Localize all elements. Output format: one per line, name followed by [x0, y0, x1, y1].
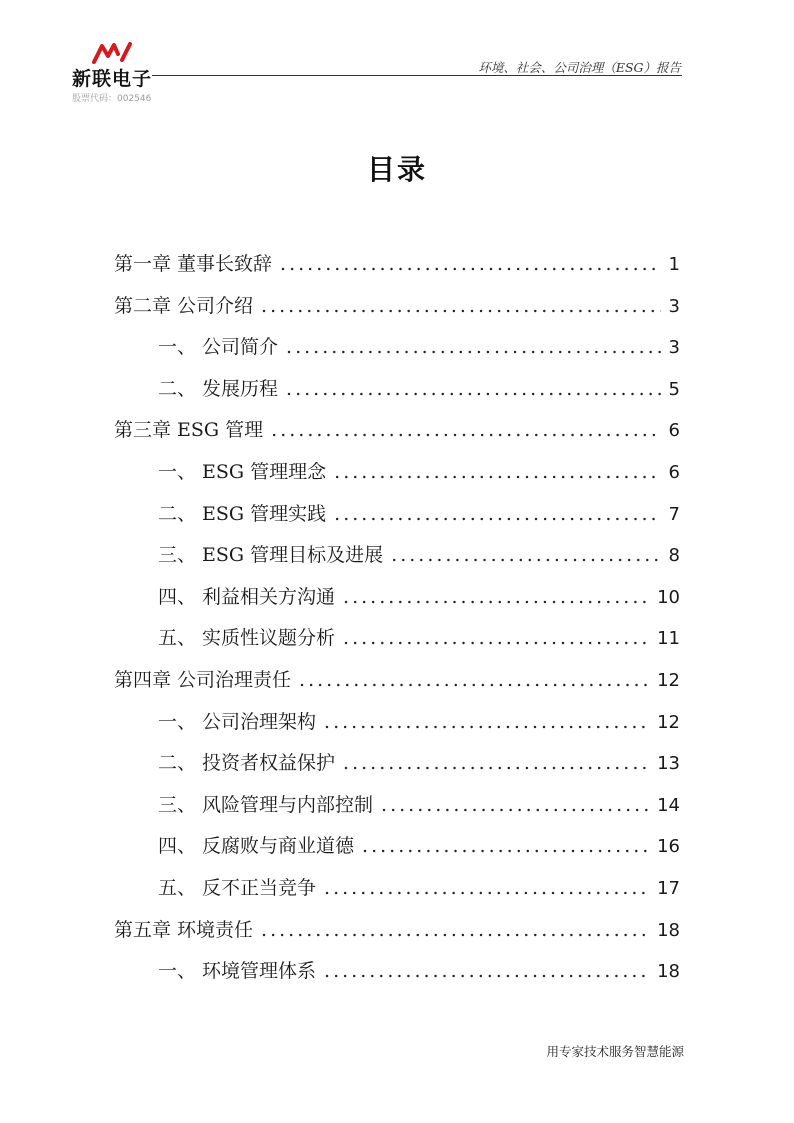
toc-entry-label: 第五章 环境责任	[114, 918, 254, 941]
page-header	[0, 0, 794, 110]
toc-page-number: 8	[668, 545, 680, 567]
toc-entry-label: 一、 环境管理体系	[158, 960, 317, 983]
toc-entry-label: 第四章 公司治理责任	[114, 668, 292, 691]
toc-page-number: 7	[668, 503, 680, 525]
dot-leader	[334, 494, 660, 536]
table-of-contents	[114, 244, 680, 993]
toc-page-number: 12	[657, 711, 680, 733]
toc-page-number: 5	[668, 378, 680, 400]
toc-entry[interactable]	[114, 910, 680, 952]
report-title: 环境、社会、公司治理（ESG）报告	[478, 60, 681, 75]
dot-leader	[381, 785, 649, 827]
dot-leader	[391, 535, 660, 577]
toc-entry-label: 五、 实质性议题分析	[158, 627, 336, 650]
toc-entry[interactable]	[114, 785, 680, 827]
toc-entry[interactable]	[114, 951, 680, 993]
toc-page-number: 3	[668, 295, 680, 317]
dot-leader	[271, 410, 660, 452]
toc-entry-label: 第一章 董事长致辞	[114, 253, 273, 275]
toc-page-number: 10	[657, 586, 680, 608]
toc-entry-label: 一、 公司治理架构	[158, 710, 317, 733]
toc-entry-label: 四、 反腐败与商业道德	[158, 835, 355, 858]
toc-entry[interactable]	[114, 452, 680, 494]
toc-entry[interactable]	[114, 577, 680, 619]
toc-entry-label: 二、 发展历程	[158, 377, 279, 400]
toc-entry-label: 一、 公司简介	[158, 336, 279, 359]
toc-entry-label: 三、 风险管理与内部控制	[158, 793, 374, 816]
toc-entry-label: 二、 投资者权益保护	[158, 752, 336, 775]
toc-entry[interactable]	[114, 327, 680, 369]
dot-leader	[299, 660, 649, 702]
toc-entry[interactable]	[114, 868, 680, 910]
toc-entry[interactable]	[114, 743, 680, 785]
toc-entry-label: 第三章 ESG 管理	[114, 419, 264, 442]
dot-leader	[286, 369, 661, 411]
toc-entry[interactable]	[114, 702, 680, 744]
toc-page-number: 18	[657, 961, 680, 983]
toc-entry[interactable]	[114, 494, 680, 536]
toc-entry[interactable]	[114, 535, 680, 577]
dot-leader	[324, 951, 649, 993]
toc-entry-label: 二、 ESG 管理实践	[158, 502, 327, 525]
page-title: 目录	[366, 153, 427, 186]
logo-text: 新联电子	[72, 68, 153, 90]
toc-page-number: 3	[668, 337, 680, 359]
toc-entry[interactable]	[114, 369, 680, 411]
dot-leader	[334, 452, 660, 494]
toc-entry[interactable]	[114, 826, 680, 868]
toc-page-number: 6	[668, 461, 680, 483]
dot-leader	[280, 244, 661, 286]
toc-entry-label: 一、 ESG 管理理念	[158, 460, 327, 483]
toc-page-number: 16	[657, 836, 680, 858]
toc-page-number: 6	[668, 420, 680, 442]
toc-entry[interactable]	[114, 286, 680, 328]
dot-leader	[343, 618, 649, 660]
dot-leader	[343, 577, 649, 619]
toc-page-number: 13	[657, 753, 680, 775]
toc-entry-label: 三、 ESG 管理目标及进展	[158, 544, 384, 567]
toc-entry[interactable]	[114, 244, 680, 286]
company-logo	[72, 42, 162, 98]
dot-leader	[261, 910, 649, 952]
toc-page-number: 1	[668, 254, 680, 275]
footer-slogan: 用专家技术服务智慧能源	[546, 1044, 684, 1059]
dot-leader	[324, 702, 649, 744]
dot-leader	[261, 286, 661, 328]
toc-entry-label: 五、 反不正当竞争	[158, 876, 317, 899]
toc-page-number: 11	[657, 628, 680, 650]
toc-page-number: 17	[657, 877, 680, 899]
toc-page-number: 14	[657, 794, 680, 816]
dot-leader	[286, 327, 661, 369]
stock-code: 股票代码：002546	[72, 94, 152, 104]
toc-entry[interactable]	[114, 660, 680, 702]
dot-leader	[343, 743, 649, 785]
toc-page-number: 18	[657, 919, 680, 941]
dot-leader	[362, 826, 649, 868]
toc-page-number: 12	[657, 669, 680, 691]
toc-entry-label: 四、 利益相关方沟通	[158, 585, 336, 608]
toc-entry[interactable]	[114, 618, 680, 660]
logo-mark-icon	[92, 42, 136, 64]
toc-entry-label: 第二章 公司介绍	[114, 294, 254, 317]
dot-leader	[324, 868, 649, 910]
toc-entry[interactable]	[114, 410, 680, 452]
